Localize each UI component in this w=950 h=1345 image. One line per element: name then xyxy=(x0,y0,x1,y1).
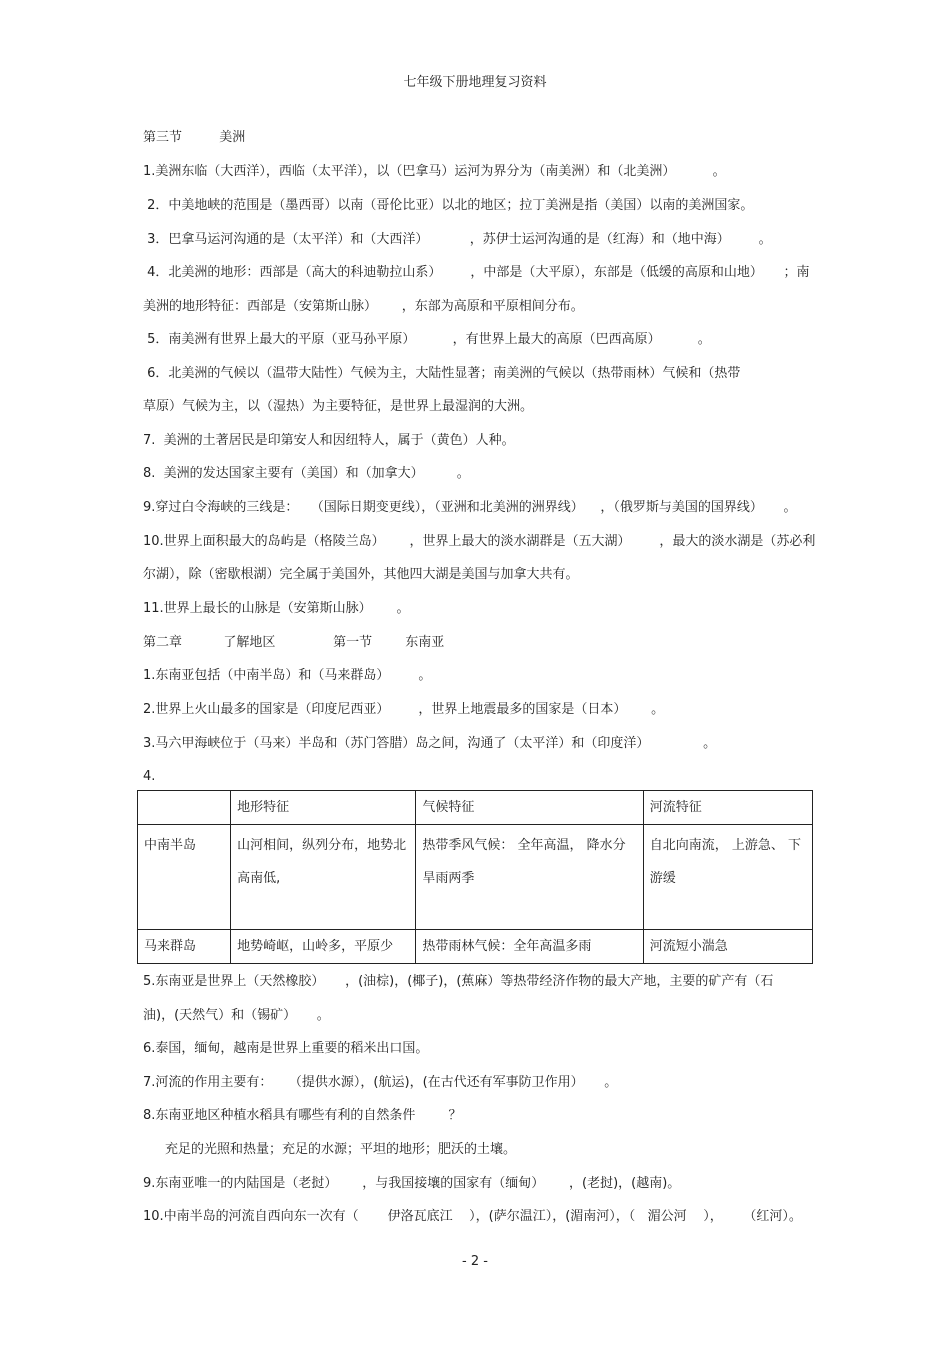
text-line: 5.东南亚是世界上（天然橡胶） ，(油棕)，(椰子)，(蕉麻）等热带经济作物的最大产地，主要的矿产有（石 xyxy=(143,974,774,989)
page-number: - 2 - xyxy=(462,1254,488,1269)
section-heading: 第二章 了解地区 第一节 东南亚 xyxy=(143,635,445,650)
text-line: 6.泰国，缅甸，越南是世界上重要的稻米出口国。 xyxy=(143,1041,429,1056)
text-line: 4. xyxy=(143,769,156,784)
table-header-cell: 河流特征 xyxy=(643,791,812,825)
text-line: 7.河流的作用主要有： （提供水源），(航运)，(在古代还有军事防卫作用） 。 xyxy=(143,1075,618,1090)
section-heading: 第三节 美洲 xyxy=(143,130,246,145)
table-cell: 自北向南流， 上游急、 下游缓 xyxy=(643,825,812,930)
text-line: 油)，(天然气）和（锡矿） 。 xyxy=(143,1008,330,1023)
text-line: 草原）气候为主，以（湿热）为主要特征，是世界上最湿润的大洲。 xyxy=(143,399,534,414)
text-line: 6．北美洲的气候以（温带大陆性）气候为主，大陆性显著；南美洲的气候以（热带雨林）气候和（热带 xyxy=(143,366,741,381)
text-line: 2．中美地峡的范围是（墨西哥）以南（哥伦比亚）以北的地区；拉丁美洲是指（美国）以南的美洲国家。 xyxy=(143,198,754,213)
geography-table xyxy=(137,790,813,964)
table-row xyxy=(138,930,813,964)
text-line: 2.世界上火山最多的国家是（印度尼西亚） ，世界上地震最多的国家是（日本） 。 xyxy=(143,702,665,717)
answer-line: 充足的光照和热量；充足的水源；平坦的地形；肥沃的土壤。 xyxy=(165,1142,517,1157)
text-line: 8.东南亚地区种植水稻具有哪些有利的自然条件 ？ xyxy=(143,1108,462,1123)
text-line: 9.穿过白令海峡的三线是： （国际日期变更线），（亚洲和北美洲的洲界线） ，（俄罗斯与美国的国界线） 。 xyxy=(143,500,797,515)
text-line: 7. 美洲的土著居民是印第安人和因纽特人，属于（黄色）人种。 xyxy=(143,433,515,448)
text-line: 美洲的地形特征：西部是（安第斯山脉） ，东部为高原和平原相间分布。 xyxy=(143,299,584,314)
table-cell: 河流短小湍急 xyxy=(643,930,812,964)
text-line: 3．巴拿马运河沟通的是（太平洋）和（大西洋） ，苏伊士运河沟通的是（红海）和（地中海） 。 xyxy=(143,232,772,247)
text-line: 3.马六甲海峡位于（马来）半岛和（苏门答腊）岛之间，沟通了（太平洋）和（印度洋） 。 xyxy=(143,736,717,751)
table-header-row xyxy=(138,791,813,825)
text-line: 8. 美洲的发达国家主要有（美国）和（加拿大） 。 xyxy=(143,466,470,481)
table-header-cell xyxy=(138,791,231,825)
table-cell: 热带季风气候： 全年高温， 降水分旱雨两季 xyxy=(416,825,643,930)
text-line: 1.东南亚包括（中南半岛）和（马来群岛） 。 xyxy=(143,668,432,683)
text-line: 9.东南亚唯一的内陆国是（老挝） ，与我国接壤的国家有（缅甸） ，(老挝)，(越南)。 xyxy=(143,1176,681,1191)
text-line: 10.世界上面积最大的岛屿是（格陵兰岛） ，世界上最大的淡水湖群是（五大湖） ，最大的淡水湖是（苏必利 xyxy=(143,534,816,549)
text-line: 10.中南半岛的河流自西向东一次有（ 伊洛瓦底江 ），(萨尔温江），(湄南河），（ 湄公河 ）， （红河）。 xyxy=(143,1209,802,1224)
text-line: 11.世界上最长的山脉是（安第斯山脉） 。 xyxy=(143,601,410,616)
table-header-cell: 地形特征 xyxy=(231,791,416,825)
table-cell: 中南半岛 xyxy=(138,825,231,930)
page-title: 七年级下册地理复习资料 xyxy=(403,75,547,90)
table-cell: 山河相间，纵列分布，地势北高南低, xyxy=(231,825,416,930)
text-line: 1.美洲东临（大西洋），西临（太平洋），以（巴拿马）运河为界分为（南美洲）和（北美洲） 。 xyxy=(143,164,726,179)
text-line: 尔湖），除（密歇根湖）完全属于美国外，其他四大湖是美国与加拿大共有。 xyxy=(143,567,579,582)
table-cell: 地势崎岖，山岭多，平原少 xyxy=(231,930,416,964)
table-cell: 马来群岛 xyxy=(138,930,231,964)
text-line: 4．北美洲的地形：西部是（高大的科迪勒拉山系） ，中部是（大平原），东部是（低缓的高原和山地） ；南 xyxy=(143,265,810,280)
table-row xyxy=(138,825,813,930)
table-cell: 热带雨林气候：全年高温多雨 xyxy=(416,930,643,964)
text-line: 5．南美洲有世界上最大的平原（亚马孙平原） ，有世界上最大的高原（巴西高原） 。 xyxy=(143,332,711,347)
table-header-cell: 气候特征 xyxy=(416,791,643,825)
